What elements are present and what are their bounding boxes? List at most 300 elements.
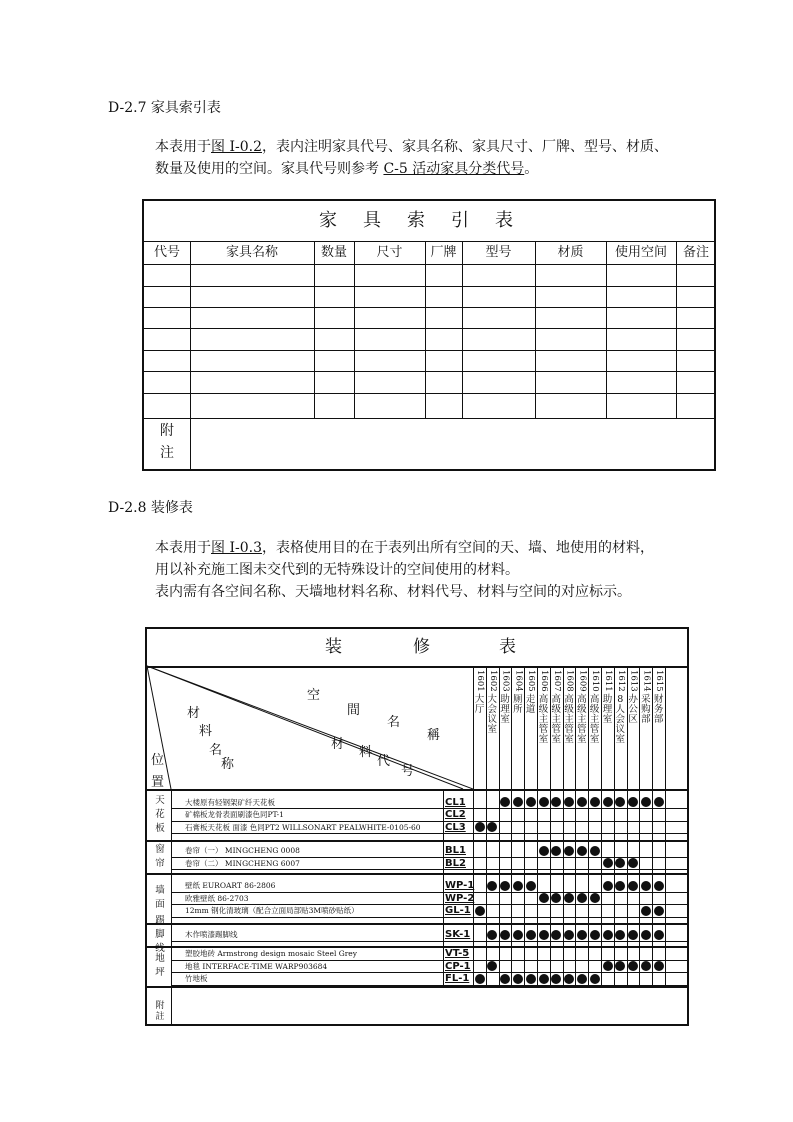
mark-cell[interactable] [486,960,499,973]
table-cell[interactable] [144,307,190,328]
table-cell[interactable] [190,286,314,307]
mark-cell[interactable] [627,857,640,870]
table-cell[interactable] [144,393,190,418]
mark-cell[interactable] [639,892,652,905]
footer-remarks-field[interactable] [172,987,685,1024]
table-cell[interactable] [606,264,676,286]
table-cell[interactable] [314,286,354,307]
mark-cell[interactable] [601,904,614,917]
material-name: 卷帘（二） MINGCHENG 6007 [185,858,300,868]
mark-cell[interactable] [524,928,537,941]
mark-cell[interactable] [524,844,537,857]
mark-cell[interactable] [588,928,601,941]
mark-cell[interactable] [601,892,614,905]
table-cell[interactable] [676,371,716,393]
mark-cell[interactable] [511,844,524,857]
mark-cell[interactable] [524,972,537,985]
mark-cell[interactable] [575,857,588,870]
mark-cell[interactable] [639,960,652,973]
table-cell[interactable] [425,350,462,371]
mark-cell[interactable] [511,796,524,809]
table-cell[interactable] [676,328,716,350]
mark-cell[interactable] [499,972,512,985]
mark-cell[interactable] [575,972,588,985]
row-rule [172,941,687,942]
mark-cell[interactable] [486,904,499,917]
mark-cell[interactable] [652,947,665,960]
mark-cell[interactable] [550,821,563,834]
material-code-label: 号 [401,764,415,779]
mark-cell[interactable] [652,904,665,917]
mark-cell[interactable] [486,821,499,834]
table-cell[interactable] [462,307,535,328]
mark-cell[interactable] [511,972,524,985]
mark-dot [564,893,574,903]
mark-cell[interactable] [486,844,499,857]
mark-cell[interactable] [473,821,486,834]
mark-cell[interactable] [588,879,601,892]
mark-cell[interactable] [575,904,588,917]
footer-remarks-label [149,1001,171,1023]
space-code: 1604 [513,670,524,692]
mark-cell[interactable] [627,844,640,857]
mark-cell[interactable] [639,928,652,941]
mark-cell[interactable] [652,808,665,821]
mark-cell[interactable] [524,821,537,834]
table-cell[interactable] [676,350,716,371]
mark-cell[interactable] [486,796,499,809]
mark-cell[interactable] [601,960,614,973]
mark-cell[interactable] [627,904,640,917]
table-cell[interactable] [144,328,190,350]
mark-cell[interactable] [575,808,588,821]
table-rule [147,840,687,842]
space-code: 1606 [539,670,549,692]
mark-cell[interactable] [563,879,576,892]
mark-cell[interactable] [550,844,563,857]
mark-dot [641,930,651,940]
mark-dot [500,974,510,984]
mark-cell[interactable] [563,796,576,809]
mark-cell[interactable] [499,857,512,870]
table-cell[interactable] [314,264,354,286]
material-name: 地毯 INTERFACE-TIME WARP903684 [185,961,328,971]
mark-cell[interactable] [550,879,563,892]
remarks-field[interactable] [191,419,714,471]
mark-cell[interactable] [614,844,627,857]
mark-dot [654,906,664,916]
mark-cell[interactable] [486,879,499,892]
mark-cell[interactable] [614,947,627,960]
mark-cell[interactable] [563,928,576,941]
mark-cell[interactable] [511,857,524,870]
mark-dot [513,974,523,984]
table-cell[interactable] [606,350,676,371]
mark-dot [654,797,664,807]
mark-cell[interactable] [524,960,537,973]
mark-cell[interactable] [499,821,512,834]
space-name: 财务部 [653,694,664,725]
table-cell[interactable] [606,307,676,328]
mark-cell[interactable] [473,892,486,905]
table-cell[interactable] [535,264,606,286]
table-cell[interactable] [425,371,462,393]
mark-cell[interactable] [627,879,640,892]
table-cell[interactable] [314,350,354,371]
table-cell[interactable] [425,264,462,286]
mark-cell[interactable] [550,857,563,870]
space-name-label: 空 [307,688,321,703]
mark-cell[interactable] [627,808,640,821]
table-cell[interactable] [354,286,425,307]
table-cell[interactable] [425,393,462,418]
mark-dot [551,930,561,940]
material-name: 石膏板天花板 面漆 色同PT2 WILLSONART PEALWHITE-0105-60 [185,822,421,832]
mark-cell[interactable] [499,844,512,857]
mark-cell[interactable] [537,960,550,973]
table-cell[interactable] [676,307,716,328]
table-cell[interactable] [314,371,354,393]
mark-cell[interactable] [627,960,640,973]
mark-cell[interactable] [614,857,627,870]
mark-cell[interactable] [614,808,627,821]
mark-cell[interactable] [563,947,576,960]
table-cell[interactable] [462,286,535,307]
table-cell[interactable] [354,350,425,371]
mark-cell[interactable] [473,844,486,857]
mark-cell[interactable] [652,796,665,809]
mark-cell[interactable] [511,960,524,973]
mark-cell[interactable] [524,857,537,870]
mark-dot [628,881,638,891]
mark-cell[interactable] [601,879,614,892]
mark-cell[interactable] [563,808,576,821]
mark-cell[interactable] [511,904,524,917]
mark-cell[interactable] [537,972,550,985]
furniture-index-table [142,199,716,471]
mark-cell[interactable] [639,821,652,834]
space-name: 8人会议室 [615,694,626,745]
mark-cell[interactable] [499,904,512,917]
table-cell[interactable] [314,328,354,350]
mark-cell[interactable] [499,808,512,821]
mark-cell[interactable] [575,879,588,892]
table-cell[interactable] [535,393,606,418]
mark-cell[interactable] [473,947,486,960]
table-cell[interactable] [354,371,425,393]
space-name: 高级主管室 [577,694,587,745]
table-cell[interactable] [425,328,462,350]
table-cell[interactable] [606,371,676,393]
table-cell[interactable] [462,393,535,418]
mark-cell[interactable] [537,796,550,809]
category-label-char: 花 [155,808,165,820]
mark-cell[interactable] [627,928,640,941]
mark-cell[interactable] [627,892,640,905]
mark-cell[interactable] [563,892,576,905]
table-cell[interactable] [190,307,314,328]
table-cell[interactable] [354,328,425,350]
material-code: VT-5 [445,948,470,960]
mark-cell[interactable] [588,808,601,821]
mark-cell[interactable] [614,904,627,917]
space-column-header [576,669,588,745]
table-cell[interactable] [190,264,314,286]
mark-cell[interactable] [550,904,563,917]
mark-cell[interactable] [486,892,499,905]
mark-dot [590,797,600,807]
table-cell[interactable] [354,307,425,328]
mark-cell[interactable] [614,796,627,809]
table-cell[interactable] [190,328,314,350]
mark-cell[interactable] [563,821,576,834]
mark-cell[interactable] [588,947,601,960]
mark-cell[interactable] [588,844,601,857]
mark-cell[interactable] [473,960,486,973]
mark-cell[interactable] [499,796,512,809]
mark-cell[interactable] [652,821,665,834]
mark-cell[interactable] [473,796,486,809]
mark-cell[interactable] [537,892,550,905]
material-code-label: 材 [331,737,345,752]
mark-dot [628,930,638,940]
mark-dot [513,881,523,891]
mark-dot [539,893,549,903]
mark-cell[interactable] [563,972,576,985]
mark-cell[interactable] [601,844,614,857]
mark-cell[interactable] [511,821,524,834]
mark-cell[interactable] [563,960,576,973]
mark-cell[interactable] [575,947,588,960]
table-cell[interactable] [354,393,425,418]
mark-cell[interactable] [537,904,550,917]
mark-cell[interactable] [563,857,576,870]
mark-cell[interactable] [537,928,550,941]
mark-cell[interactable] [499,892,512,905]
mark-cell[interactable] [575,892,588,905]
mark-cell[interactable] [575,821,588,834]
mark-cell[interactable] [627,947,640,960]
mark-cell[interactable] [601,808,614,821]
mark-cell[interactable] [652,844,665,857]
table-cell[interactable] [190,350,314,371]
mark-dot [551,893,561,903]
mark-dot [526,930,536,940]
mark-cell[interactable] [614,928,627,941]
material-name: 12mm 钢化清玻璃（配合立面局部贴3M喷砂贴纸） [185,906,359,916]
mark-cell[interactable] [588,960,601,973]
table-cell[interactable] [535,350,606,371]
mark-cell[interactable] [627,972,640,985]
mark-cell[interactable] [550,892,563,905]
table-cell[interactable] [676,393,716,418]
mark-cell[interactable] [473,928,486,941]
space-name: 高级主管室 [551,694,562,745]
mark-cell[interactable] [601,821,614,834]
mark-cell[interactable] [652,972,665,985]
mark-cell[interactable] [614,960,627,973]
code-ref-link[interactable]: C-5 活动家具分类代号 [383,161,525,177]
mark-cell[interactable] [550,808,563,821]
category-label-char: 脚 [155,928,165,940]
space-code: 1615 [654,670,665,692]
table-cell[interactable] [676,286,716,307]
mark-cell[interactable] [652,857,665,870]
table-cell[interactable] [606,328,676,350]
mark-cell[interactable] [537,947,550,960]
table-cell[interactable] [190,393,314,418]
mark-cell[interactable] [601,947,614,960]
mark-cell[interactable] [588,904,601,917]
mark-cell[interactable] [652,892,665,905]
table-cell[interactable] [535,371,606,393]
mark-cell[interactable] [652,960,665,973]
mark-cell[interactable] [486,947,499,960]
mark-cell[interactable] [511,928,524,941]
mark-cell[interactable] [588,857,601,870]
table-cell[interactable] [425,307,462,328]
mark-cell[interactable] [537,808,550,821]
mark-cell[interactable] [614,879,627,892]
mark-cell[interactable] [614,972,627,985]
mark-cell[interactable] [524,796,537,809]
material-code: SK-1 [445,929,471,941]
table-cell[interactable] [606,393,676,418]
mark-cell[interactable] [639,857,652,870]
mark-cell[interactable] [499,879,512,892]
material-name-label: 称 [221,757,235,772]
mark-cell[interactable] [601,857,614,870]
mark-cell[interactable] [639,947,652,960]
category-label-char: 坪 [155,967,165,978]
mark-cell[interactable] [588,972,601,985]
mark-cell[interactable] [575,796,588,809]
mark-cell[interactable] [550,972,563,985]
mark-cell[interactable] [550,928,563,941]
space-column-header [627,669,639,725]
table-cell[interactable] [425,286,462,307]
mark-cell[interactable] [537,844,550,857]
mark-cell[interactable] [473,972,486,985]
mark-cell[interactable] [486,928,499,941]
table-cell[interactable] [535,307,606,328]
table-cell[interactable] [314,393,354,418]
mark-cell[interactable] [588,821,601,834]
column-header: 使用空间 [614,245,667,260]
table-cell[interactable] [144,286,190,307]
mark-cell[interactable] [537,879,550,892]
figure-ref-link-2[interactable]: 图 I-0.3 [211,540,262,556]
space-code: 1611 [603,670,613,692]
table-cell[interactable] [462,264,535,286]
category-label [149,794,171,836]
mark-cell[interactable] [524,879,537,892]
mark-cell[interactable] [511,879,524,892]
mark-cell[interactable] [499,928,512,941]
table-cell[interactable] [314,307,354,328]
mark-cell[interactable] [601,972,614,985]
mark-cell[interactable] [473,857,486,870]
mark-cell[interactable] [639,972,652,985]
mark-cell[interactable] [524,892,537,905]
table-cell[interactable] [144,350,190,371]
table-cell[interactable] [606,286,676,307]
table-cell[interactable] [535,328,606,350]
table-cell[interactable] [676,264,716,286]
mark-cell[interactable] [537,857,550,870]
table-cell[interactable] [354,264,425,286]
mark-cell[interactable] [601,928,614,941]
space-column-header [550,669,562,745]
mark-cell[interactable] [639,904,652,917]
mark-dot [564,974,574,984]
mark-dot [603,881,613,891]
mark-cell[interactable] [639,844,652,857]
mark-cell[interactable] [511,947,524,960]
mark-cell[interactable] [614,892,627,905]
mark-cell[interactable] [524,904,537,917]
mark-cell[interactable] [627,796,640,809]
mark-cell[interactable] [550,947,563,960]
mark-cell[interactable] [524,808,537,821]
table-cell[interactable] [462,328,535,350]
mark-cell[interactable] [511,808,524,821]
mark-cell[interactable] [499,960,512,973]
mark-cell[interactable] [524,947,537,960]
mark-cell[interactable] [627,821,640,834]
mark-cell[interactable] [575,960,588,973]
mark-cell[interactable] [575,928,588,941]
space-name: 助理室 [500,694,510,725]
mark-cell[interactable] [499,947,512,960]
space-column-header [653,669,665,725]
mark-cell[interactable] [639,808,652,821]
mark-cell[interactable] [486,972,499,985]
table-cell[interactable] [462,350,535,371]
mark-cell[interactable] [473,904,486,917]
mark-cell[interactable] [588,796,601,809]
mark-cell[interactable] [550,960,563,973]
mark-cell[interactable] [588,892,601,905]
mark-dot [641,881,651,891]
mark-cell[interactable] [575,844,588,857]
mark-dot [539,974,549,984]
mark-cell[interactable] [601,796,614,809]
mark-cell[interactable] [473,808,486,821]
mark-cell[interactable] [486,857,499,870]
mark-cell[interactable] [511,892,524,905]
table-cell[interactable] [144,371,190,393]
mark-cell[interactable] [537,821,550,834]
mark-cell[interactable] [486,808,499,821]
table-cell[interactable] [535,286,606,307]
mark-cell[interactable] [550,796,563,809]
table-cell[interactable] [462,371,535,393]
figure-ref-link[interactable]: 图 I-0.2 [211,139,262,155]
mark-cell[interactable] [614,821,627,834]
mark-dot [577,846,587,856]
mark-cell[interactable] [652,879,665,892]
mark-cell[interactable] [639,879,652,892]
mark-cell[interactable] [652,928,665,941]
mark-cell[interactable] [563,904,576,917]
table-cell[interactable] [190,371,314,393]
table-rule [665,666,666,987]
mark-cell[interactable] [473,879,486,892]
mark-cell[interactable] [563,844,576,857]
table-cell[interactable] [144,264,190,286]
mark-cell[interactable] [639,796,652,809]
